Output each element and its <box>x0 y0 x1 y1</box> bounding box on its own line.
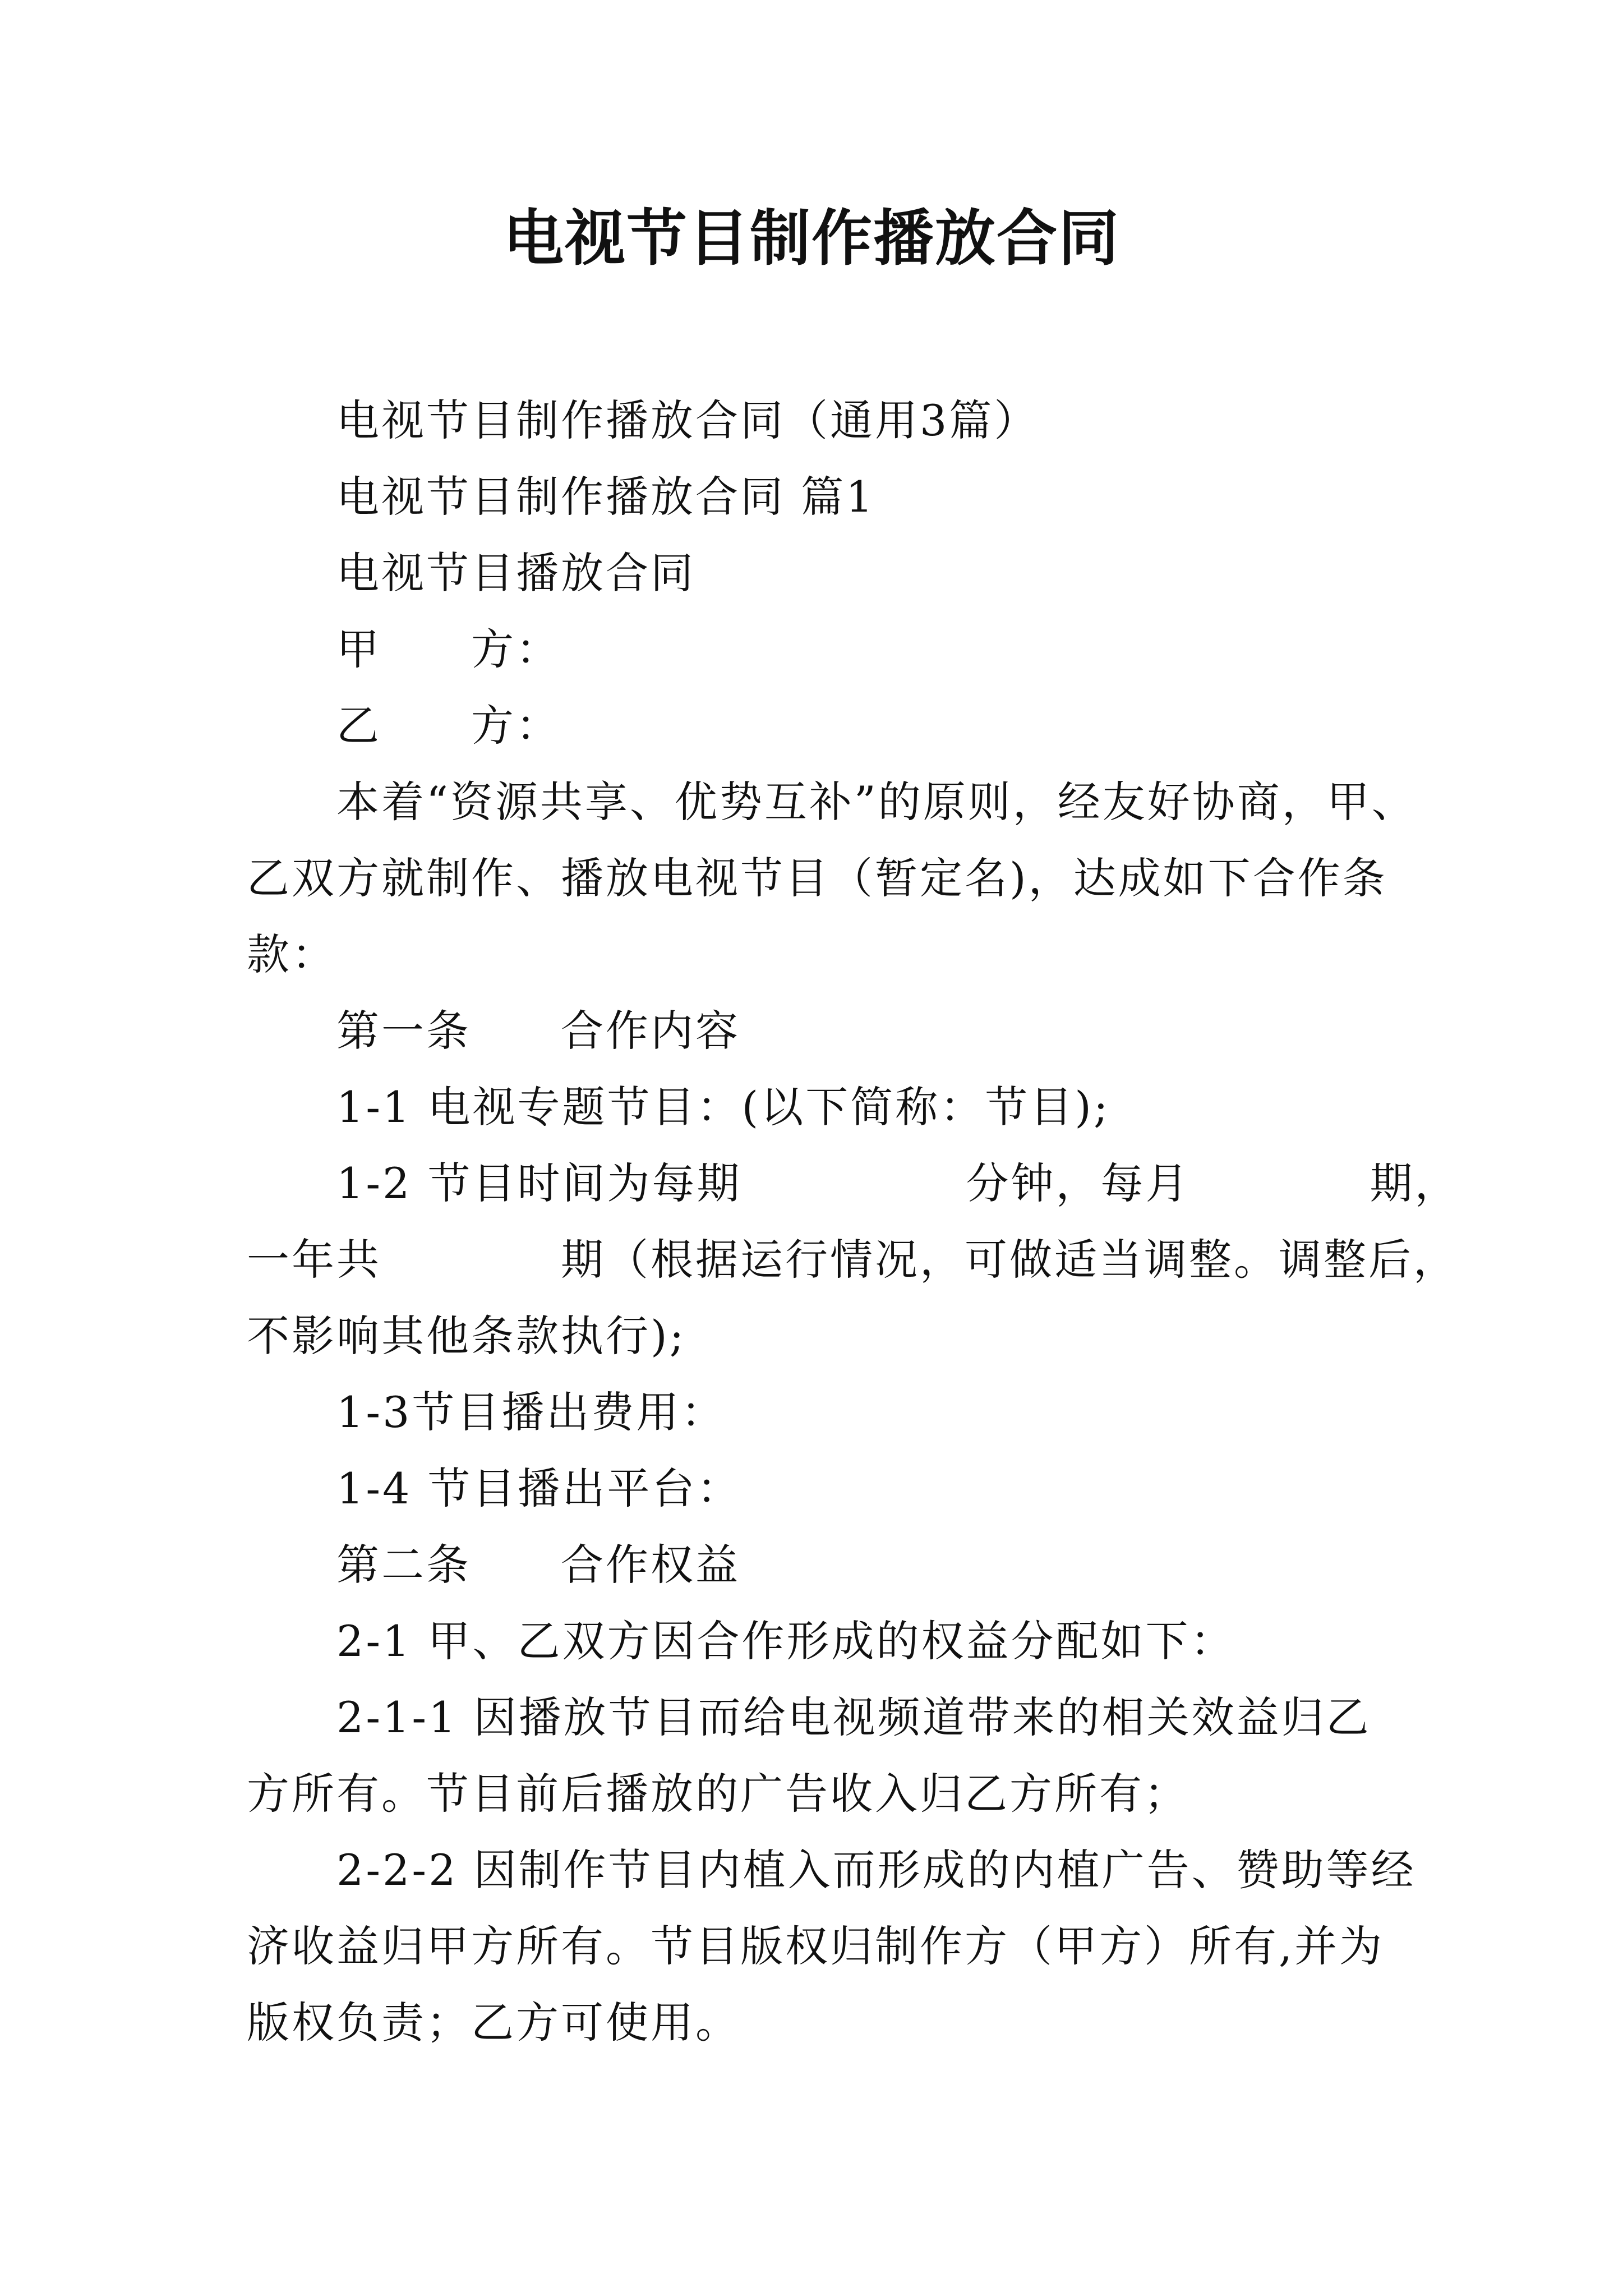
clause-line: 1-3节目播出费用： <box>336 1387 726 1437</box>
clause-line: 一年共 期（根据运行情况，可做适当调整。调整后， <box>247 1235 1458 1285</box>
clause-line: 版权负责；乙方可使用。 <box>247 1998 740 2047</box>
party-b-field: 乙 方： <box>336 701 561 751</box>
article-heading: 第二条 合作权益 <box>336 1540 740 1590</box>
clause-line: 方所有。节目前后播放的广告收入归乙方所有； <box>247 1769 1189 1819</box>
party-a-field: 甲 方： <box>336 624 561 674</box>
contract-name: 电视节目播放合同 <box>336 548 695 598</box>
clause-line: 2-1-1 因播放节目而给电视频道带来的相关效益归乙 <box>336 1692 1371 1742</box>
subtitle-line: 电视节目制作播放合同（通用3篇） <box>336 395 1039 445</box>
section-heading: 电视节目制作播放合同 篇1 <box>336 472 875 522</box>
clause-line: 济收益归甲方所有。节目版权归制作方（甲方）所有,并为 <box>247 1921 1385 1971</box>
clause-line: 1-4 节目播出平台： <box>336 1464 742 1513</box>
clause-line: 1-2 节目时间为每期 分钟，每月 期， <box>336 1158 1460 1208</box>
paragraph-line: 本着“资源共享、优势互补”的原则，经友好协商，甲、 <box>336 777 1417 827</box>
article-heading: 第一条 合作内容 <box>336 1006 740 1056</box>
paragraph-line: 乙双方就制作、播放电视节目（暂定名)，达成如下合作条 <box>247 853 1387 903</box>
clause-line: 2-1 甲、乙双方因合作形成的权益分配如下： <box>336 1616 1235 1666</box>
clause-line: 2-2-2 因制作节目内植入而形成的内植广告、赞助等经 <box>336 1845 1416 1895</box>
clause-line: 1-1 电视专题节目：(以下简称：节目); <box>336 1082 1110 1132</box>
clause-line: 不影响其他条款执行); <box>247 1311 686 1361</box>
document-title: 电视节目制作播放合同 <box>502 203 1120 274</box>
paragraph-line: 款： <box>247 930 336 979</box>
